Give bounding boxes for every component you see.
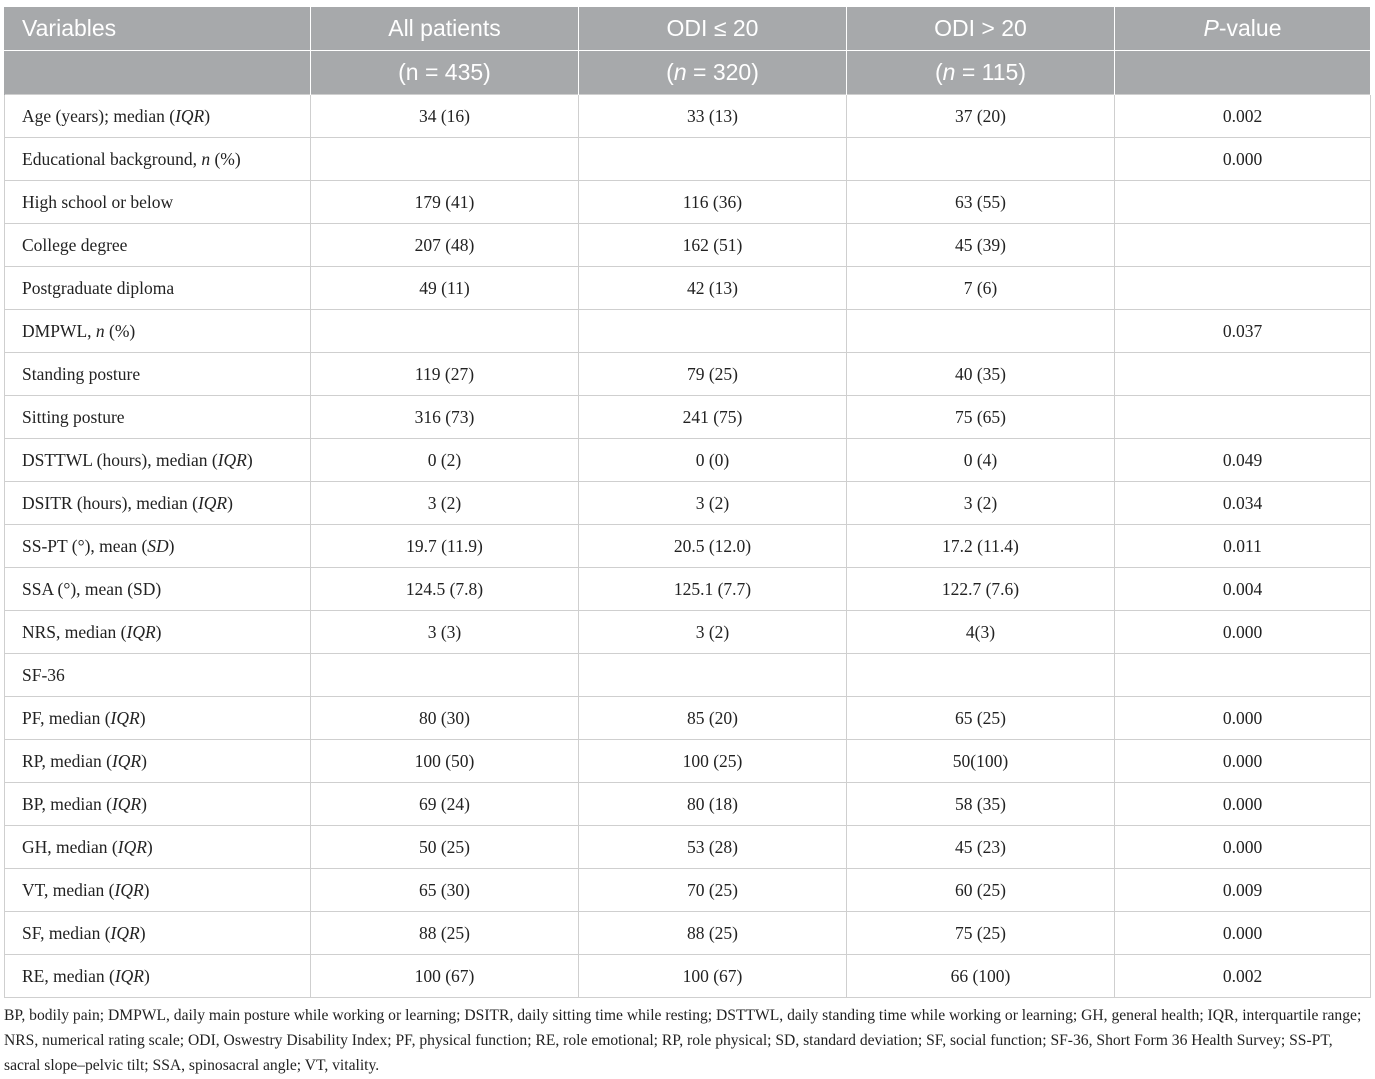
header-all-patients: All patients [311,7,579,51]
all-patients-cell: 100 (67) [311,955,579,998]
p-value-cell: 0.000 [1115,611,1371,654]
all-patients-cell [311,138,579,181]
header-p-rest: -value [1218,15,1282,41]
table-header [5,7,1371,95]
header-all-patients-n: (n = 435) [311,51,579,95]
odi-le-20-cell: 125.1 (7.7) [579,568,847,611]
all-patients-cell: 100 (50) [311,740,579,783]
table-row [5,482,1371,525]
header-odi-le-n: (n = 320) [579,51,847,95]
all-patients-cell [311,310,579,353]
header-odi-gt-n: (n = 115) [847,51,1115,95]
p-value-cell: 0.000 [1115,826,1371,869]
odi-gt-20-cell: 7 (6) [847,267,1115,310]
odi-gt-20-cell: 17.2 (11.4) [847,525,1115,568]
all-patients-cell: 88 (25) [311,912,579,955]
all-patients-cell: 80 (30) [311,697,579,740]
variable-cell: GH, median (IQR) [5,826,311,869]
odi-le-20-cell: 100 (67) [579,955,847,998]
variable-cell: Age (years); median (IQR) [5,95,311,138]
odi-le-20-cell: 53 (28) [579,826,847,869]
p-value-cell [1115,654,1371,697]
table-row [5,353,1371,396]
p-value-cell: 0.002 [1115,955,1371,998]
p-value-cell: 0.009 [1115,869,1371,912]
table-row [5,568,1371,611]
table-container [4,7,1370,998]
p-value-cell: 0.000 [1115,138,1371,181]
p-value-cell [1115,181,1371,224]
table-row [5,740,1371,783]
variable-cell: SF, median (IQR) [5,912,311,955]
odi-le-20-cell: 33 (13) [579,95,847,138]
odi-le-20-cell: 241 (75) [579,396,847,439]
odi-gt-20-cell [847,654,1115,697]
odi-le-20-cell: 116 (36) [579,181,847,224]
all-patients-cell: 34 (16) [311,95,579,138]
header-variables: Variables [5,7,311,51]
odi-le-20-cell: 3 (2) [579,482,847,525]
all-patients-cell: 179 (41) [311,181,579,224]
variable-cell: High school or below [5,181,311,224]
variable-cell: NRS, median (IQR) [5,611,311,654]
table-footnote: BP, bodily pain; DMPWL, daily main posture while working or learning; DSITR, daily sitting time while resting; DSTTWL, daily standing time while working or learning; GH, general health; IQR, interquartile range; NRS, numerical rating scale; ODI, Oswestry Disability Index; PF, physical function; RE, role emotional; RP, role physical; SD, standard deviation; SF, social function; SF-36, Short Form 36 Health Survey; SS-PT, sacral slope–pelvic tilt; SSA, spinosacral angle; VT, vitality. [4,1007,1362,1074]
p-value-cell: 0.004 [1115,568,1371,611]
odi-gt-20-cell: 45 (39) [847,224,1115,267]
all-patients-cell: 207 (48) [311,224,579,267]
odi-gt-20-cell: 0 (4) [847,439,1115,482]
odi-gt-20-cell: 60 (25) [847,869,1115,912]
all-patients-cell: 69 (24) [311,783,579,826]
odi-le-20-cell: 20.5 (12.0) [579,525,847,568]
table-row [5,525,1371,568]
odi-gt-20-cell: 4(3) [847,611,1115,654]
odi-le-20-cell: 85 (20) [579,697,847,740]
odi-le-20-cell: 162 (51) [579,224,847,267]
table-row [5,611,1371,654]
odi-gt-20-cell [847,138,1115,181]
all-patients-cell: 316 (73) [311,396,579,439]
odi-le-20-cell: 88 (25) [579,912,847,955]
header-row-2 [5,51,1371,95]
table-body [5,95,1371,998]
odi-le-20-cell: 42 (13) [579,267,847,310]
variable-cell: PF, median (IQR) [5,697,311,740]
table-row [5,224,1371,267]
odi-gt-20-cell: 63 (55) [847,181,1115,224]
odi-le-20-cell: 100 (25) [579,740,847,783]
table-row [5,138,1371,181]
odi-gt-20-cell: 75 (25) [847,912,1115,955]
variable-cell: SSA (°), mean (SD) [5,568,311,611]
table-row [5,826,1371,869]
odi-gt-20-cell: 45 (23) [847,826,1115,869]
p-value-cell [1115,353,1371,396]
table-row [5,181,1371,224]
table-row [5,912,1371,955]
odi-le-20-cell: 80 (18) [579,783,847,826]
variable-cell: Standing posture [5,353,311,396]
table-row [5,654,1371,697]
all-patients-cell [311,654,579,697]
odi-gt-20-cell: 65 (25) [847,697,1115,740]
odi-gt-20-cell: 122.7 (7.6) [847,568,1115,611]
table-row [5,783,1371,826]
variable-cell: VT, median (IQR) [5,869,311,912]
odi-gt-20-cell: 75 (65) [847,396,1115,439]
table-row [5,869,1371,912]
table-row [5,267,1371,310]
all-patients-cell: 124.5 (7.8) [311,568,579,611]
p-value-cell: 0.011 [1115,525,1371,568]
odi-gt-20-cell: 50(100) [847,740,1115,783]
odi-le-20-cell: 70 (25) [579,869,847,912]
odi-gt-20-cell: 37 (20) [847,95,1115,138]
all-patients-cell: 50 (25) [311,826,579,869]
p-value-cell [1115,267,1371,310]
p-value-cell: 0.034 [1115,482,1371,525]
p-value-cell: 0.000 [1115,697,1371,740]
p-value-cell [1115,224,1371,267]
all-patients-cell: 0 (2) [311,439,579,482]
variable-cell: RP, median (IQR) [5,740,311,783]
table-row [5,439,1371,482]
header-odi-gt-20: ODI > 20 [847,7,1115,51]
header-p-italic: P [1203,15,1219,41]
p-value-cell: 0.002 [1115,95,1371,138]
p-value-cell [1115,396,1371,439]
p-value-cell: 0.000 [1115,912,1371,955]
odi-gt-20-cell: 40 (35) [847,353,1115,396]
variable-cell: DMPWL, n (%) [5,310,311,353]
variable-cell: DSITR (hours), median (IQR) [5,482,311,525]
all-patients-cell: 3 (2) [311,482,579,525]
variable-cell: Educational background, n (%) [5,138,311,181]
p-value-cell: 0.037 [1115,310,1371,353]
header-p-value [1115,7,1371,51]
variable-cell: DSTTWL (hours), median (IQR) [5,439,311,482]
odi-le-20-cell: 79 (25) [579,353,847,396]
table-row [5,95,1371,138]
p-value-cell: 0.000 [1115,740,1371,783]
odi-gt-20-cell [847,310,1115,353]
odi-le-20-cell [579,654,847,697]
p-value-cell: 0.049 [1115,439,1371,482]
variable-cell: SF-36 [5,654,311,697]
odi-gt-20-cell: 66 (100) [847,955,1115,998]
variable-cell: BP, median (IQR) [5,783,311,826]
variable-cell: College degree [5,224,311,267]
odi-gt-20-cell: 3 (2) [847,482,1115,525]
header-row-1 [5,7,1371,51]
odi-le-20-cell [579,310,847,353]
all-patients-cell: 119 (27) [311,353,579,396]
patient-characteristics-table [4,7,1371,998]
header-empty-left [5,51,311,95]
variable-cell: Sitting posture [5,396,311,439]
table-row [5,697,1371,740]
variable-cell: SS-PT (°), mean (SD) [5,525,311,568]
header-odi-le-20: ODI ≤ 20 [579,7,847,51]
header-empty-right [1115,51,1371,95]
table-row [5,396,1371,439]
all-patients-cell: 19.7 (11.9) [311,525,579,568]
odi-le-20-cell: 3 (2) [579,611,847,654]
odi-le-20-cell: 0 (0) [579,439,847,482]
variable-cell: Postgraduate diploma [5,267,311,310]
table-row [5,310,1371,353]
all-patients-cell: 65 (30) [311,869,579,912]
all-patients-cell: 49 (11) [311,267,579,310]
variable-cell: RE, median (IQR) [5,955,311,998]
table-row [5,955,1371,998]
p-value-cell: 0.000 [1115,783,1371,826]
all-patients-cell: 3 (3) [311,611,579,654]
odi-le-20-cell [579,138,847,181]
odi-gt-20-cell: 58 (35) [847,783,1115,826]
